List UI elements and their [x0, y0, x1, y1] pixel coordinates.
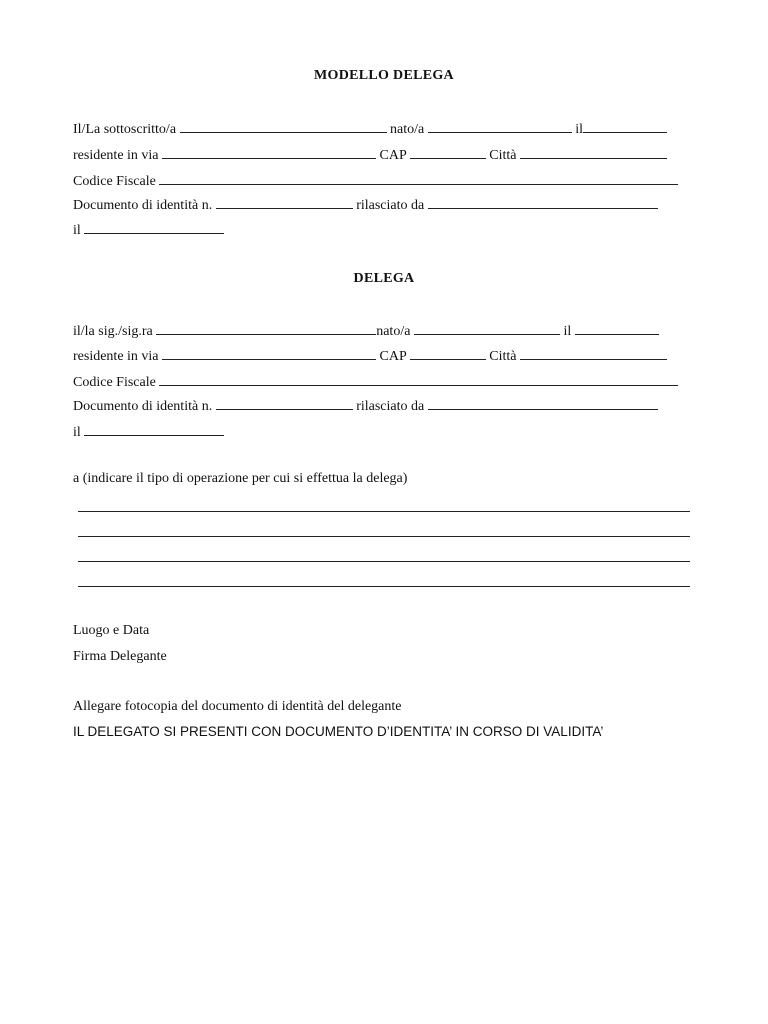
- operazione-line-4[interactable]: [78, 586, 690, 587]
- il2-date-field[interactable]: [84, 220, 224, 234]
- via-field[interactable]: [162, 145, 376, 159]
- section-title: DELEGA: [353, 271, 415, 286]
- delegante-row-il: [73, 220, 224, 240]
- sottoscritto-label: Il/La sottoscritto/a: [73, 122, 177, 137]
- delegato-row-name: [73, 321, 659, 341]
- delegato-citta-label: Città: [489, 349, 517, 364]
- sig-field[interactable]: [156, 321, 376, 335]
- delegato-nato-label: nato/a: [376, 324, 411, 339]
- operazione-line-1[interactable]: [78, 511, 690, 512]
- delegato-il2-field[interactable]: [84, 422, 224, 436]
- delegato-documento-label: Documento di identità n.: [73, 399, 213, 414]
- delegato-row-il: [73, 422, 224, 442]
- delegato-rilasciato-field[interactable]: [428, 396, 658, 410]
- delegante-row-address: [73, 145, 667, 165]
- nato-field[interactable]: [428, 119, 572, 133]
- delegato-il-label: il: [563, 324, 572, 339]
- delegante-row-cf: [73, 171, 678, 191]
- operazione-line-3[interactable]: [78, 561, 690, 562]
- codice-fiscale-field[interactable]: [159, 171, 678, 185]
- delegato-codice-fiscale-label: Codice Fiscale: [73, 375, 156, 390]
- delegato-il2-label: il: [73, 425, 81, 440]
- cap-label: CAP: [379, 148, 407, 163]
- delegato-cap-field[interactable]: [410, 346, 486, 360]
- rilasciato-label: rilasciato da: [356, 198, 425, 213]
- delegante-row-documento: [73, 195, 658, 215]
- delegato-nato-field[interactable]: [414, 321, 560, 335]
- delegato-row-documento: [73, 396, 658, 416]
- delegato-rilasciato-label: rilasciato da: [356, 399, 425, 414]
- operazione-label: a (indicare il tipo di operazione per cui si effettua la delega): [73, 471, 408, 486]
- delegato-cap-label: CAP: [379, 349, 407, 364]
- citta-field[interactable]: [520, 145, 667, 159]
- delegato-residente-label: residente in via: [73, 349, 159, 364]
- rilasciato-field[interactable]: [428, 195, 658, 209]
- delegante-row-name: [73, 119, 667, 139]
- il2-label: il: [73, 223, 81, 238]
- sig-label: il/la sig./sig.ra: [73, 324, 153, 339]
- documento-label: Documento di identità n.: [73, 198, 213, 213]
- delegato-il-field[interactable]: [575, 321, 659, 335]
- delegato-citta-field[interactable]: [520, 346, 667, 360]
- delegato-row-cf: [73, 372, 678, 392]
- luogo-data-label: Luogo e Data: [73, 623, 150, 638]
- delegato-via-field[interactable]: [162, 346, 376, 360]
- firma-label: Firma Delegante: [73, 649, 167, 664]
- allegare-note: Allegare fotocopia del documento di identità del delegante: [73, 699, 402, 714]
- il-label: il: [575, 122, 584, 137]
- delegato-codice-fiscale-field[interactable]: [159, 372, 678, 386]
- documento-field[interactable]: [216, 195, 353, 209]
- document-title: MODELLO DELEGA: [314, 68, 454, 83]
- residente-label: residente in via: [73, 148, 159, 163]
- codice-fiscale-label: Codice Fiscale: [73, 174, 156, 189]
- nato-label: nato/a: [390, 122, 425, 137]
- cap-field[interactable]: [410, 145, 486, 159]
- il-date-field[interactable]: [583, 119, 667, 133]
- operazione-line-2[interactable]: [78, 536, 690, 537]
- delegato-row-address: [73, 346, 667, 366]
- validity-notice: IL DELEGATO SI PRESENTI CON DOCUMENTO D’IDENTITA’ IN CORSO DI VALIDITA’: [73, 724, 604, 739]
- citta-label: Città: [489, 148, 517, 163]
- sottoscritto-field[interactable]: [180, 119, 387, 133]
- delegato-documento-field[interactable]: [216, 396, 353, 410]
